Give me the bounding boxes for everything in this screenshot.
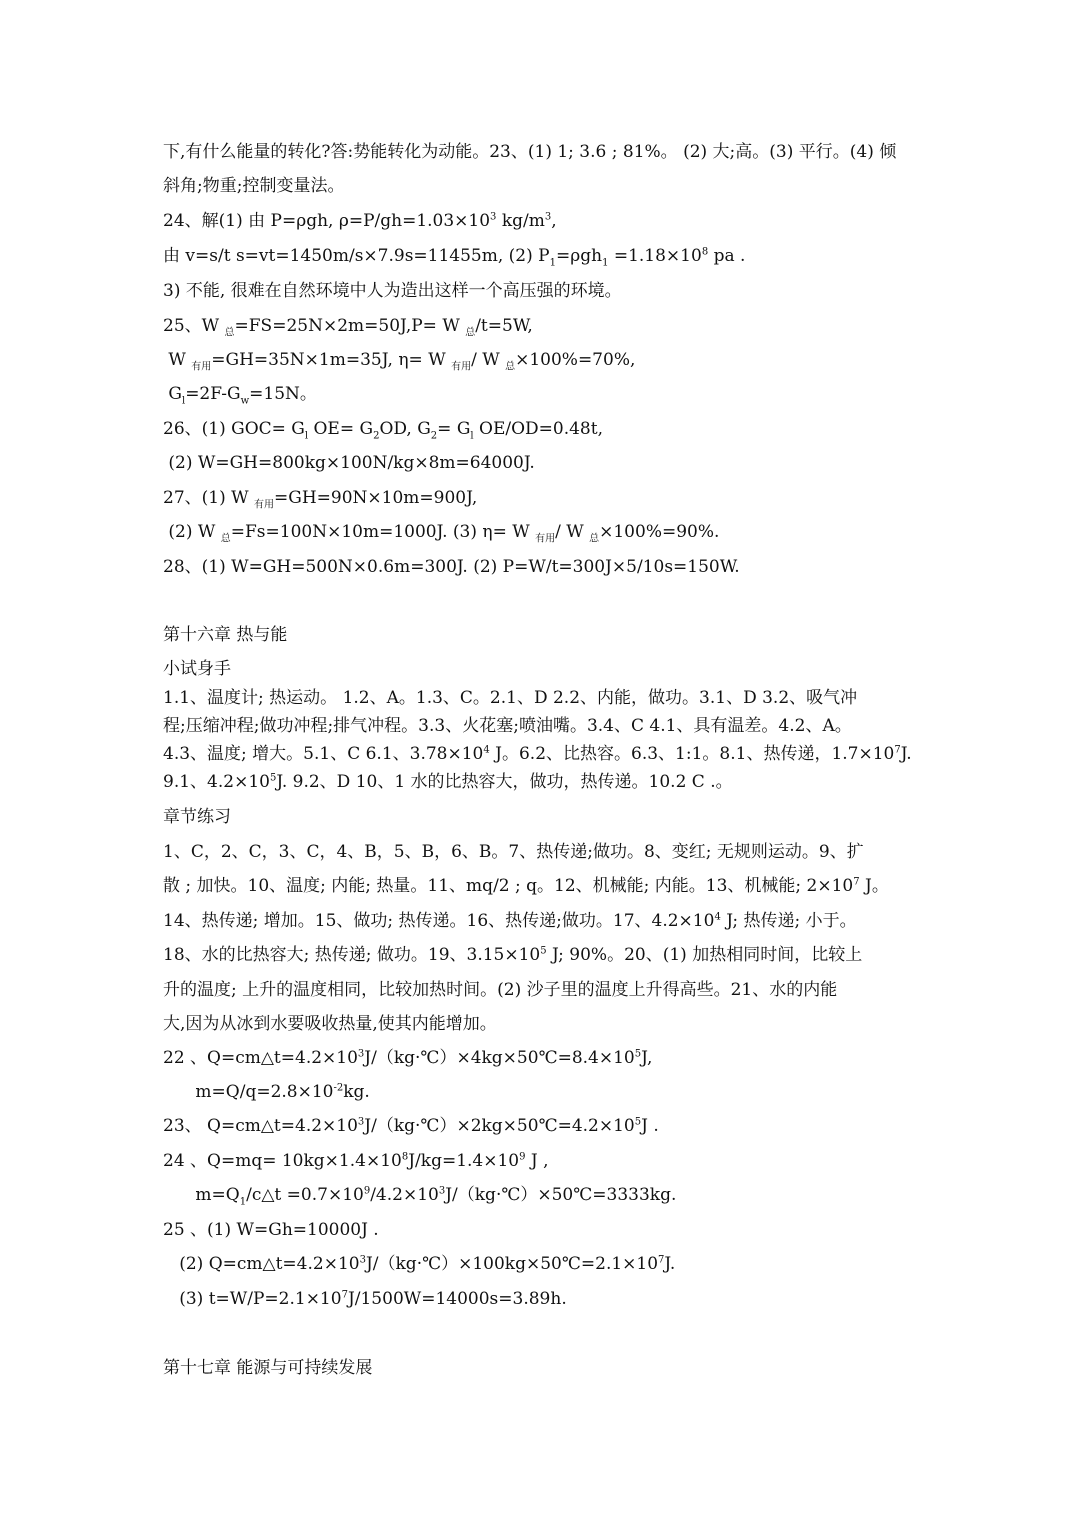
text-line-23: 14、热传递; 增加。15、做功; 热传递。16、热传递;做功。17、$4.2\times 10^4$ J; 热传递; 小于。 [163,911,857,931]
chapter-17-heading: 第十七章 能源与可持续发展 [163,1358,373,1378]
text-line-28: $m=Q/q=2.8\times 10^{-2}kg$. [163,1082,370,1102]
text-line-19: 9.1、$4.2\times 10^5J$. 9.2、D 10、1 水的比热容大，做功，热传递。10.2 C .。 [163,772,733,792]
text-line-5: 3) 不能, 很难在自然环境中人为造出这样一个高压强的环境。 [163,281,622,301]
text-line-16: 1.1、温度计; 热运动。 1.2、A。1.3、C。2.1、D 2.2、内能，做功。3.1、D 3.2、吸气冲 [163,688,858,708]
text-line-12: (2) W $_总$=Fs=100N×10m=1000J. (3) η= W $_{有用}$/ W $_总$×100%=90%. [163,522,720,545]
text-line-11: 27、(1) W $_{有用}$=GH=90N×10m=900J, [163,488,478,511]
section-heading-exercises: 章节练习 [163,807,231,827]
text-line-24: 18、水的比热容大; 热传递; 做功。19、$3.15\times 10^5$ J; 90%。20、(1) 加热相同时间，比较上 [163,945,863,965]
text-line-2: 斜角;物重;控制变量法。 [163,176,345,196]
text-line-10: (2) W=GH=800kg×100N/kg×8m=64000J. [163,453,535,473]
text-line-4: 由 v=s/t s=vt=1450m/s×7.9s=11455m, (2) $P_1=\rho gh_1 =1.18\times 10^8$ pa . [163,246,746,269]
section-heading-try: 小试身手 [163,659,231,679]
text-line-3: 24、解(1) 由 P=ρgh, $\rho=P/gh=1.03\times 10^3$ $kg/m^3$, [163,211,557,231]
text-line-32: 25 、(1) W=Gh=10000J . [163,1220,379,1240]
text-line-30: 24 、$Q=mq= 10kg\times 1.4\times 10^8J/kg=1.4\times 10^9$ J , [163,1151,549,1171]
chapter-16-heading: 第十六章 热与能 [163,625,288,645]
text-line-34: (3) $t=W/P=2.1\times 10^7J/1500W=14000s=3.89h$. [163,1289,567,1309]
text-line-8: $G_l=2F-G_w=15N$。 [163,384,317,407]
text-line-13: 28、(1) W=GH=500N×0.6m=300J. (2) P=W/t=300J×5/10s=150W. [163,557,740,577]
text-line-22: 散 ; 加快。10、温度; 内能; 热量。11、mq/2 ; q。12、机械能; 内能。13、机械能; $2\times 10^7$ J。 [163,876,889,896]
text-line-29: 23、 $Q=cm\triangle t=4.2\times 10^3J/(kg\cdot℃)\times 2kg\times 50℃=4.2\times 10^5J$ . [163,1116,659,1136]
text-line-17: 程;压缩冲程;做功冲程;排气冲程。3.3、火花塞;喷油嘴。3.4、C 4.1、具有温差。4.2、A。 [163,716,852,736]
text-line-9: 26、(1) $GOC= G_l$ $OE= G_2OD$, $G_2= G_l$ OE/OD=0.48t, [163,419,603,442]
text-line-31: $m=Q_1/c\triangle t$ $=0.7\times 10^9/4.2\times 10^3J/(kg\cdot℃)\times 50℃=3333kg$. [163,1185,677,1208]
text-line-6: 25、W $_总$=FS=25N×2m=50J,P= W $_总$/t=5W, [163,316,533,339]
text-line-1: 下,有什么能量的转化?答:势能转化为动能。23、(1) 1; 3.6 ; 81%。 (2) 大;高。(3) 平行。(4) 倾 [163,142,897,162]
text-line-7: W $_{有用}$=GH=35N×1m=35J, η= W $_{有用}$/ W $_总$×100%=70%, [163,350,636,373]
text-line-21: 1、C，2、C，3、C，4、B，5、B，6、B。7、热传递;做功。8、变红; 无规则运动。9、扩 [163,842,864,862]
text-line-33: (2) $Q=cm\triangle t=4.2\times 10^3J/(kg\cdot℃)\times 100kg\times 50℃=2.1\times 10^7J$. [163,1254,676,1274]
text-line-25: 升的温度; 上升的温度相同，比较加热时间。(2) 沙子里的温度上升得高些。21、水的内能 [163,980,838,1000]
text-line-26: 大,因为从冰到水要吸收热量,使其内能增加。 [163,1014,497,1034]
text-line-27: 22 、$Q=cm\triangle t=4.2\times 10^3J/(kg\cdot℃)\times 4kg\times 50℃=8.4\times 10^5J$, [163,1048,653,1068]
text-line-18: 4.3、温度; 增大。5.1、C 6.1、$3.78\times 10^4$ J。6.2、比热容。6.3、1:1。8.1、热传递，$1.7\times 10^7J$. [163,744,912,764]
